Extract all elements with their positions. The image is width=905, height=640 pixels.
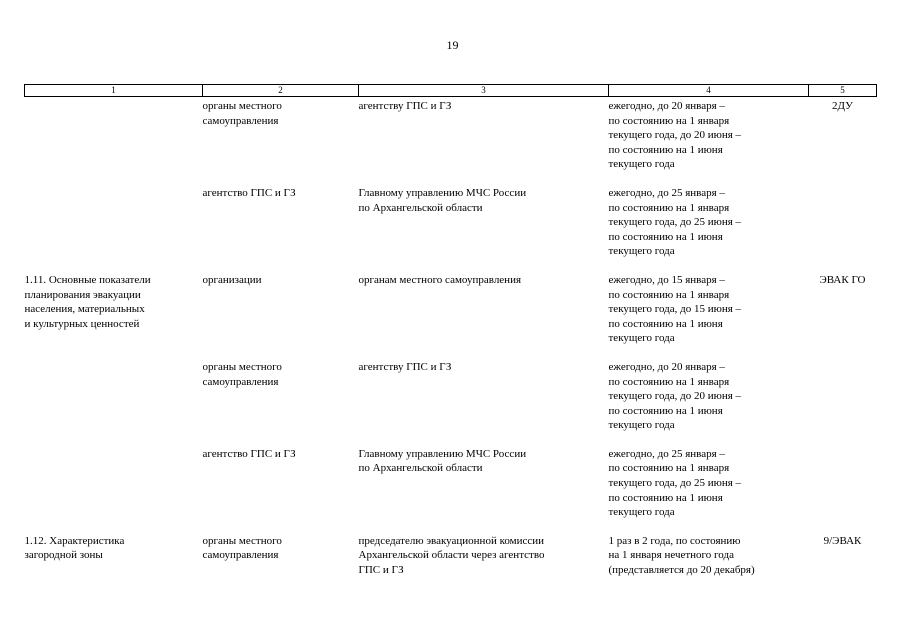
cell-text-line: по состоянию на 1 июня [608, 404, 723, 417]
cell-text-line: организации [202, 273, 262, 286]
column-number-2: 2 [203, 85, 359, 97]
cell-text-line: (представляется до 20 декабря) [608, 564, 755, 577]
indicator-name-cell [25, 360, 203, 447]
report-table [24, 84, 877, 592]
cell-text-line: текущего года [608, 158, 675, 171]
cell-text-line: на 1 января нечетного года [608, 549, 734, 562]
recipient-cell [359, 360, 609, 447]
cell-text-line: самоуправления [202, 549, 279, 562]
form-code-cell [809, 360, 877, 447]
cell-text-line: агентство ГПС и ГЗ [202, 447, 296, 460]
cell-text-line: ГПС и ГЗ [358, 564, 404, 577]
table-body [25, 97, 877, 592]
deadline-cell [609, 186, 809, 273]
indicator-name-cell [25, 97, 203, 186]
cell-text-line: органы местного [202, 534, 282, 547]
cell-text-line: ежегодно, до 25 января – [608, 447, 725, 460]
submitter-cell [203, 534, 359, 592]
cell-text-line: 1.12. Характеристика [24, 534, 125, 547]
deadline-cell [609, 97, 809, 186]
submitter-cell [203, 273, 359, 360]
cell-text-line: по состоянию на 1 января [608, 201, 730, 214]
cell-text-line: 1.11. Основные показатели [24, 273, 151, 286]
cell-text-line: текущего года, до 25 июня – [608, 477, 742, 490]
recipient-cell [359, 447, 609, 534]
cell-text-line: текущего года, до 20 июня – [608, 129, 742, 142]
cell-text-line: ежегодно, до 20 января – [608, 100, 725, 112]
cell-text-line: текущего года, до 20 июня – [608, 390, 742, 403]
cell-text-line: по состоянию на 1 января [608, 462, 730, 475]
cell-text-line: текущего года, до 15 июня – [608, 303, 742, 316]
cell-text-line: Главному управлению МЧС России [358, 447, 527, 460]
cell-text-line: ежегодно, до 15 января – [608, 273, 725, 286]
cell-text-line: текущего года [608, 332, 675, 345]
recipient-cell [359, 97, 609, 186]
cell-text-line: по состоянию на 1 июня [608, 317, 723, 330]
cell-text-line: по состоянию на 1 января [608, 375, 730, 388]
submitter-cell [203, 447, 359, 534]
cell-text-line: по Архангельской области [358, 201, 483, 214]
column-number-5: 5 [809, 85, 877, 97]
deadline-cell [609, 534, 809, 592]
column-number-3: 3 [359, 85, 609, 97]
cell-text-line: по Архангельской области [358, 462, 483, 475]
cell-text-line: председателю эвакуационной комиссии [358, 534, 545, 547]
deadline-cell [609, 273, 809, 360]
cell-text-line: текущего года [608, 419, 675, 432]
column-number-4: 4 [609, 85, 809, 97]
table-row [25, 186, 877, 273]
table-header [25, 85, 877, 97]
cell-text-line: текущего года [608, 506, 675, 519]
deadline-cell [609, 360, 809, 447]
cell-text-line: по состоянию на 1 января [608, 288, 730, 301]
deadline-cell [609, 447, 809, 534]
cell-text-line: планирования эвакуации [24, 288, 141, 301]
cell-text-line: ежегодно, до 25 января – [608, 186, 725, 199]
cell-text-line: по состоянию на 1 июня [608, 230, 723, 243]
recipient-cell [359, 534, 609, 592]
cell-text-line: ежегодно, до 20 января – [608, 360, 725, 373]
cell-text-line: самоуправления [202, 114, 279, 127]
form-code-cell [809, 447, 877, 534]
indicator-name-cell [25, 447, 203, 534]
table-row [25, 273, 877, 360]
cell-text-line: текущего года [608, 245, 675, 258]
page-number: 19 [446, 38, 459, 52]
cell-text-line: Главному управлению МЧС России [358, 186, 527, 199]
cell-text-line: органам местного самоуправления [358, 273, 522, 286]
table-row [25, 447, 877, 534]
cell-text-line: агентству ГПС и ГЗ [358, 100, 452, 112]
recipient-cell [359, 186, 609, 273]
cell-text-line: 1 раз в 2 года, по состоянию [608, 534, 741, 547]
submitter-cell [203, 186, 359, 273]
indicator-name-cell [25, 273, 203, 360]
cell-text-line: органы местного [202, 100, 282, 112]
column-number-1: 1 [25, 85, 203, 97]
cell-text-line: загородной зоны [24, 549, 103, 562]
cell-text-line: агентству ГПС и ГЗ [358, 360, 452, 373]
table-row [25, 360, 877, 447]
table-row [25, 97, 877, 186]
cell-text-line: по состоянию на 1 июня [608, 143, 723, 156]
form-code-cell: 2ДУ [832, 100, 853, 112]
cell-text-line: по состоянию на 1 июня [608, 491, 723, 504]
submitter-cell [203, 360, 359, 447]
indicator-name-cell [25, 186, 203, 273]
cell-text-line: и культурных ценностей [24, 317, 140, 330]
cell-text-line: населения, материальных [24, 303, 145, 316]
recipient-cell [359, 273, 609, 360]
submitter-cell [203, 97, 359, 186]
form-code-cell: 9/ЭВАК [823, 534, 862, 547]
cell-text-line: Архангельской области через агентство [358, 549, 545, 562]
cell-text-line: по состоянию на 1 января [608, 114, 730, 127]
form-code-cell [809, 186, 877, 273]
table-row [25, 534, 877, 592]
indicator-name-cell [25, 534, 203, 592]
cell-text-line: текущего года, до 25 июня – [608, 216, 742, 229]
form-code-cell: ЭВАК ГО [819, 273, 866, 286]
cell-text-line: агентство ГПС и ГЗ [202, 186, 296, 199]
header-row [25, 85, 877, 97]
cell-text-line: органы местного [202, 360, 282, 373]
cell-text-line: самоуправления [202, 375, 279, 388]
